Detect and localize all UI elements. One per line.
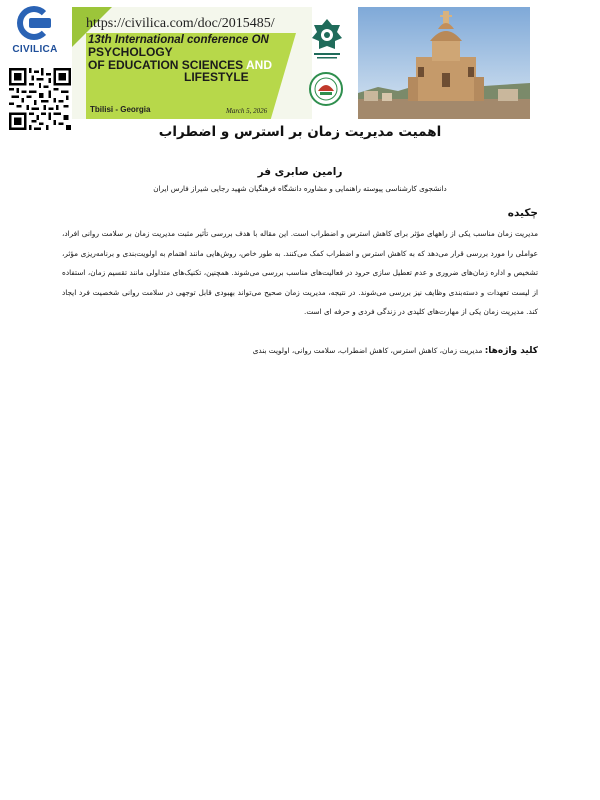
conference-title: 13th International conference ON PSYCHOLOGY OF EDUCATION SCIENCES AND LIFESTYLE xyxy=(88,34,273,85)
conference-banner xyxy=(72,7,530,119)
civilica-logo-text: CIVILICA xyxy=(12,44,58,55)
keywords-label: کلید واژه‌ها: xyxy=(484,346,538,356)
keywords-list: مدیریت زمان، کاهش استرس، کاهش اضطراب، سلامت روانی، اولویت بندی xyxy=(252,346,483,355)
cathedral-photo xyxy=(358,7,530,119)
civilica-logo[interactable] xyxy=(10,6,60,58)
qr-code-icon[interactable] xyxy=(9,68,71,130)
abstract-heading: چکیده xyxy=(507,207,538,219)
author-name: رامین صابری فر xyxy=(257,166,343,178)
paper-title: اهمیت مدیریت زمان بر استرس و اضطراب xyxy=(158,124,442,140)
partner-seal-icon xyxy=(308,71,344,107)
author-affiliation: دانشجوی کارشناسی پیوسته راهنمایی و مشاوره دانشگاه فرهنگیان شهید رجایی شیراز فارس ایران xyxy=(153,184,447,193)
civilica-c-icon xyxy=(15,6,55,42)
conference-date: March 5, 2026 xyxy=(226,107,268,115)
conference-location: Tbilisi - Georgia xyxy=(90,105,151,114)
abstract-text: مدیریت زمان مناسب یکی از راههای مؤثر برای کاهش استرس و اضطراب است. این مقاله با هدف بررسی تأثیر مثبت مدیریت زمان بر سلامت روانی افراد، عواملی را مورد بررسی قرار می‌دهد که به کاهش استرس و اضطراب کمک می‌کنند. به طور خاص، روش‌هایی مانند اهتمام به اولویت‌بندی و برنامه‌ریزی مؤثر، تشخیص و اداره زمان‌های ضروری و عدم تعطیل سازی حرود در فعالیت‌های مناسب بررسی می‌شوند. همچنین، تکنیک‌های متداولی مانند تقسیم زمان، استفاده از لیست تعهدات و دسته‌بندی وظایف نیز بررسی می‌شوند. در نتیجه، مدیریت زمان صحیح می‌تواند بهبودی قابل توجهی در سلامت روانی شخصیت فرد ایجاد کند. مدیریت زمان یکی از مهارت‌های کلیدی در زندگی فردی و حرفه ای است. xyxy=(62,229,538,317)
document-url-link[interactable]: https://civilica.com/doc/2015485/ xyxy=(86,16,275,31)
organizer-emblem-icon xyxy=(310,17,344,61)
keywords-line xyxy=(62,346,538,356)
